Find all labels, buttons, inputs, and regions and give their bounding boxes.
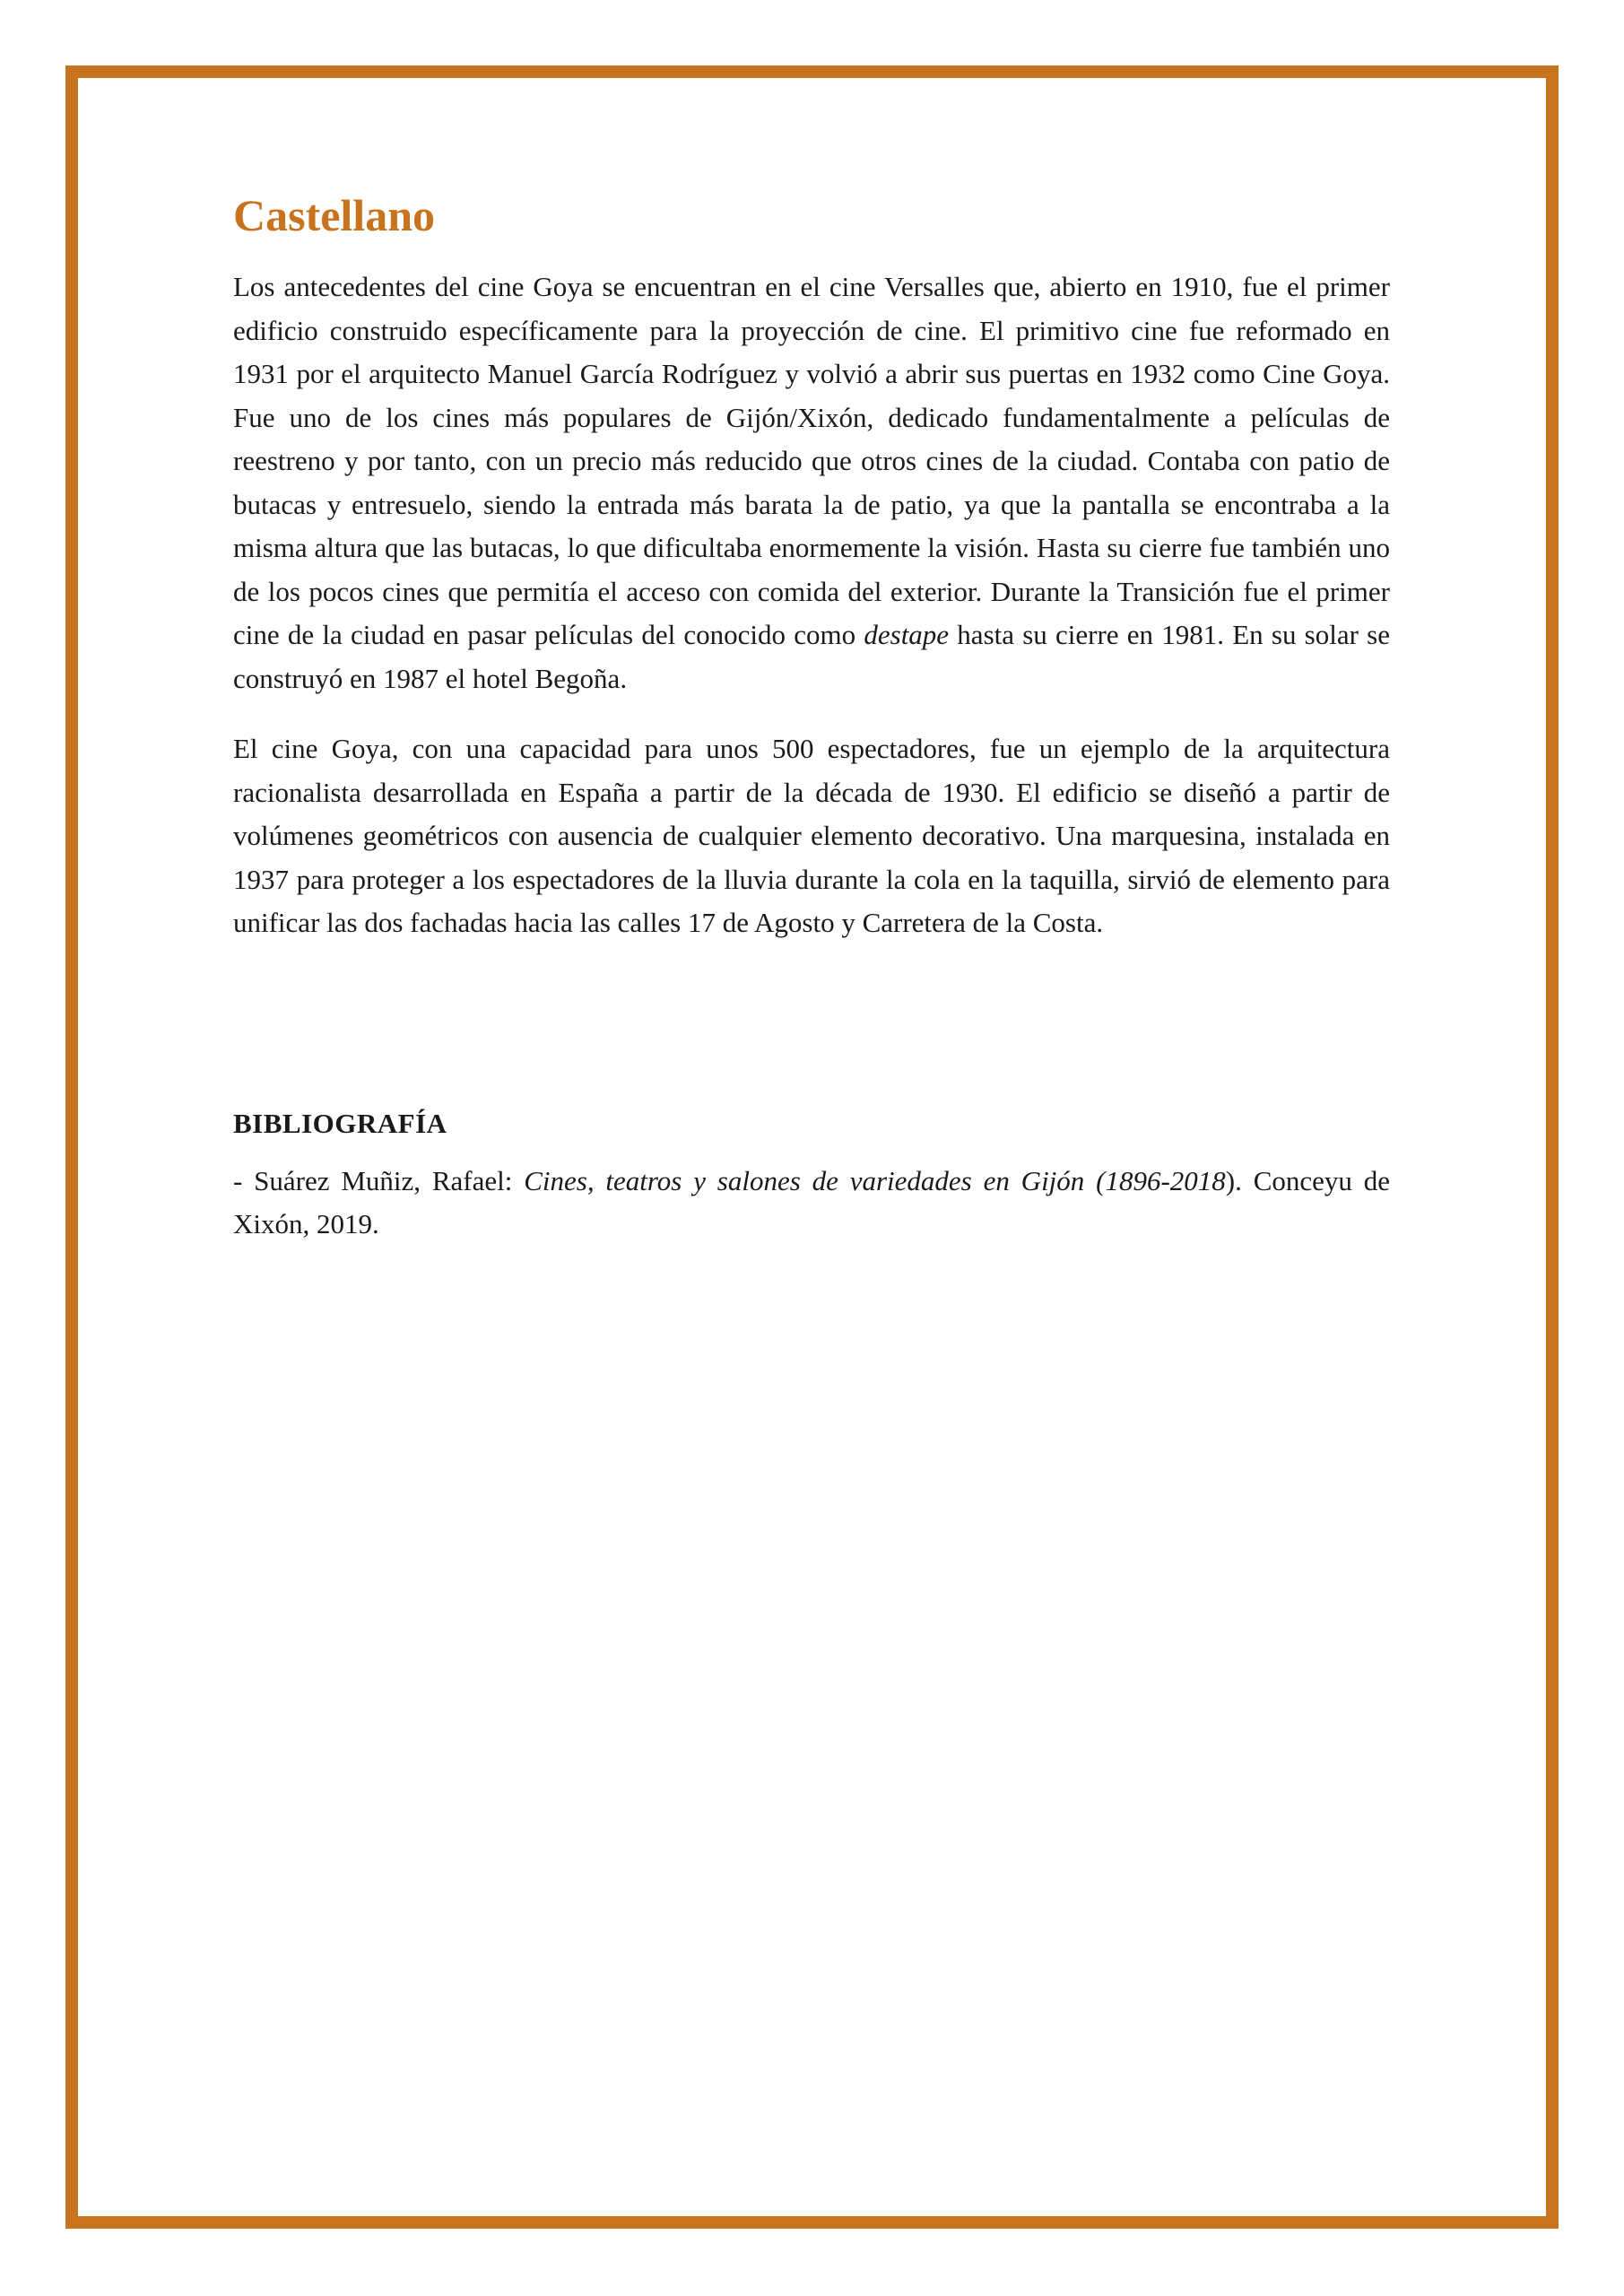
document-body	[233, 188, 1390, 1247]
paragraph-history-text-a: Los antecedentes del cine Goya se encuentran en el cine Versalles que, abierto en 1910, fue el primer edificio construido específicamente para la proyección de cine. El primitivo cine fue reformado en 1931 por el arquitecto Manuel García Rodríguez y volvió a abrir sus puertas en 1932 como Cine Goya. Fue uno de los cines más populares de Gijón/Xixón, dedicado fundamentalmente a películas de reestreno y por tanto, con un precio más reducido que otros cines de la ciudad. Contaba con patio de butacas y entresuelo, siendo la entrada más barata la de patio, ya que la pantalla se encontraba a la misma altura que las butacas, lo que dificultaba enormemente la visión. Hasta su cierre fue también uno de los pocos cines que permitía el acceso con comida del exterior. Durante la Transición fue el primer cine de la ciudad en pasar películas del conocido como	[233, 271, 1390, 650]
paragraph-history-text-b: hasta su cierre en 1981. En su solar se construyó en 1987 el hotel Begoña.	[233, 619, 1390, 694]
bibliography-heading: BIBLIOGRAFÍA	[233, 1107, 447, 1139]
paragraph-history-emphasis: destape	[864, 619, 950, 650]
bibliography-entry-author: - Suárez Muñiz, Rafael:	[233, 1164, 525, 1196]
section-title: Castellano	[233, 190, 435, 240]
paragraph-history	[233, 265, 1390, 700]
bibliography-entry	[233, 1160, 1390, 1247]
paragraph-architecture: El cine Goya, con una capacidad para unos 500 espectadores, fue un ejemplo de la arquitectura racionalista desarrollada en España a partir de la década de 1930. El edificio se diseñó a partir de volúmenes geométricos con ausencia de cualquier elemento decorativo. Una marquesina, instalada en 1937 para proteger a los espectadores de la lluvia durante la cola en la taquilla, sirvió de elemento para unificar las dos fachadas hacia las calles 17 de Agosto y Carretera de la Costa.	[233, 733, 1390, 938]
bibliography-entry-publisher: ). Conceyu de Xixón, 2019.	[233, 1164, 1390, 1239]
bibliography-entry-title: Cines, teatros y salones de variedades en Gijón (1896-2018	[524, 1164, 1226, 1196]
